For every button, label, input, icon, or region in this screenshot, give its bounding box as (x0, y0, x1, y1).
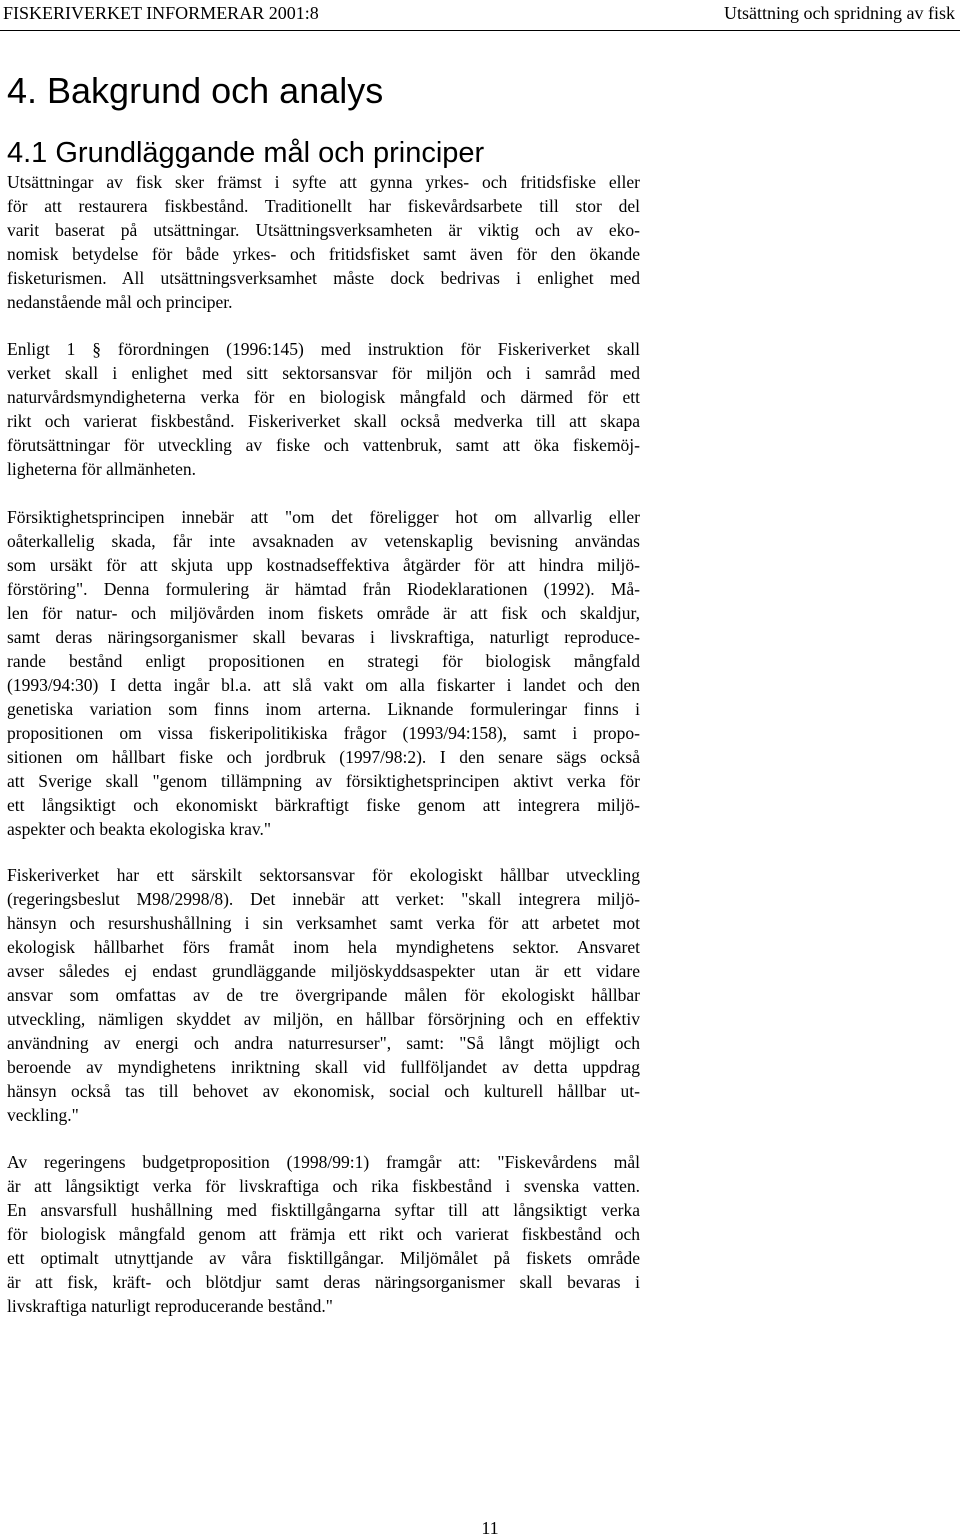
header-title: Utsättning och spridning av fisk (724, 3, 955, 23)
paragraph-line: livskraftiga naturligt reproducerande bestånd." (7, 1296, 333, 1316)
paragraph-4 (7, 863, 640, 1127)
paragraph-line: varit baserat på utsättningar. Utsättningsverksamheten är viktig och av eko- (7, 220, 640, 240)
paragraph-line: är att långsiktigt verka för livskraftiga och rika fiskbestånd i svenska vatten. (7, 1176, 640, 1196)
paragraph-line: att Sverige skall "genom tillämpning av försiktighetsprincipen aktivt verka för (7, 771, 640, 791)
paragraph-line: (1993/94:30) I detta ingår bl.a. att slå vakt om alla fiskarter i landet och den (7, 675, 640, 695)
paragraph-line: hänsyn också tas till behovet av ekonomisk, social och kulturell hållbar ut- (7, 1081, 640, 1101)
paragraph-line: ligheterna för allmänheten. (7, 459, 197, 479)
page-header (0, 0, 960, 31)
paragraph-line: veckling." (7, 1105, 79, 1125)
paragraph-line: utveckling, nämligen skyddet av miljön, en hållbar försörjning och en effektiv (7, 1009, 640, 1029)
paragraph-line: rikt och varierat fiskbestånd. Fiskeriverket skall också medverka till att skapa (7, 411, 640, 431)
paragraph-2 (7, 337, 640, 481)
header-publication: FISKERIVERKET INFORMERAR 2001:8 (3, 3, 319, 23)
paragraph-line: nomisk betydelse för både yrkes- och fritidsfisket samt även för den ökande (7, 244, 640, 264)
paragraph-line: ekologisk hållbarhet förs framåt inom hela myndighetens sektor. Ansvaret (7, 937, 640, 957)
paragraph-line: genetiska variation som finns inom arterna. Liknande formuleringar finns i (7, 699, 640, 719)
paragraph-line: verket skall i enlighet med sitt sektorsansvar för miljön och i samråd med (7, 363, 640, 383)
paragraph-line: för att restaurera fiskbestånd. Traditionellt har fiskevårdsarbete till stor del (7, 196, 640, 216)
paragraph-line: beroende av myndighetens inriktning skall vid fullföljandet av detta uppdrag (7, 1057, 640, 1077)
paragraph-line: Enligt 1 § förordningen (1996:145) med instruktion för Fiskeriverket skall (7, 339, 640, 359)
paragraph-line: sitionen om hållbart fiske och jordbruk (1997/98:2). I den senare sägs också (7, 747, 640, 767)
page-number: 11 (481, 1518, 499, 1538)
section-heading: 4. Bakgrund och analys (7, 70, 384, 111)
subsection-heading: 4.1 Grundläggande mål och principer (7, 137, 485, 169)
paragraph-line: förstöring". Denna formulering är hämtad från Riodeklarationen (1992). Må- (7, 579, 640, 599)
paragraph-line: Av regeringens budgetproposition (1998/99:1) framgår att: "Fiskevårdens mål (7, 1152, 640, 1172)
paragraph-line: fisketurismen. All utsättningsverksamhet måste dock bedrivas i enlighet med (7, 268, 640, 288)
paragraph-line: Fiskeriverket har ett särskilt sektorsansvar för ekologiskt hållbar utveckling (7, 865, 640, 885)
paragraph-line: är att fisk, kräft- och blötdjur samt deras näringsorganismer skall bevaras i (7, 1272, 640, 1292)
paragraph-line: användning av energi och andra naturresurser", samt: "Så långt möjligt och (7, 1033, 640, 1053)
paragraph-line: len för natur- och miljövården inom fiskets område är att fisk och skaldjur, (7, 603, 640, 623)
paragraph-line: samt deras näringsorganismer skall bevaras i livskraftiga, naturligt reproduce- (7, 627, 640, 647)
paragraph-line: ett långsiktigt och ekonomiskt bärkraftigt fiske genom att integrera miljö- (7, 795, 640, 815)
paragraph-line: (regeringsbeslut M98/2998/8). Det innebär att verket: "skall integrera miljö- (7, 889, 640, 909)
paragraph-line: oåterkallelig skada, får inte avsaknaden av vetenskaplig bevisning användas (7, 531, 640, 551)
paragraph-3 (7, 505, 640, 841)
paragraph-line: nedanstående mål och principer. (7, 292, 233, 312)
paragraph-5 (7, 1150, 640, 1318)
paragraph-line: avser således ej endast grundläggande miljöskyddsaspekter utan är ett vidare (7, 961, 640, 981)
paragraph-line: rande bestånd enligt propositionen en strategi för biologisk mångfald (7, 651, 640, 671)
paragraph-line: för biologisk mångfald genom att främja ett rikt och varierat fiskbestånd och (7, 1224, 640, 1244)
paragraph-line: aspekter och beakta ekologiska krav." (7, 819, 272, 839)
paragraph-line: Utsättningar av fisk sker främst i syfte att gynna yrkes- och fritidsfiske eller (7, 172, 640, 192)
paragraph-line: naturvårdsmyndigheterna verka för en biologisk mångfald och därmed för ett (7, 387, 640, 407)
paragraph-line: En ansvarsfull hushållning med fisktillgångarna syftar till att långsiktigt verka (7, 1200, 640, 1220)
paragraph-1 (7, 170, 640, 314)
paragraph-line: förutsättningar för utveckling av fiske och vattenbruk, samt att öka fiskemöj- (7, 435, 640, 455)
paragraph-line: Försiktighetsprincipen innebär att "om det föreligger hot om allvarlig eller (7, 507, 640, 527)
paragraph-line: propositionen om vissa fiskeripolitikiska frågor (1993/94:158), samt i propo- (7, 723, 640, 743)
paragraph-line: ett optimalt utnyttjande av våra fisktillgångar. Miljömålet på fiskets område (7, 1248, 640, 1268)
paragraph-line: som ursäkt för att skjuta upp kostnadseffektiva åtgärder för att hindra miljö- (7, 555, 640, 575)
paragraph-line: hänsyn och resurshushållning i sin verksamhet samt verka för att arbetet mot (7, 913, 640, 933)
paragraph-line: ansvar som omfattas av de tre övergripande målen för ekologiskt hållbar (7, 985, 640, 1005)
